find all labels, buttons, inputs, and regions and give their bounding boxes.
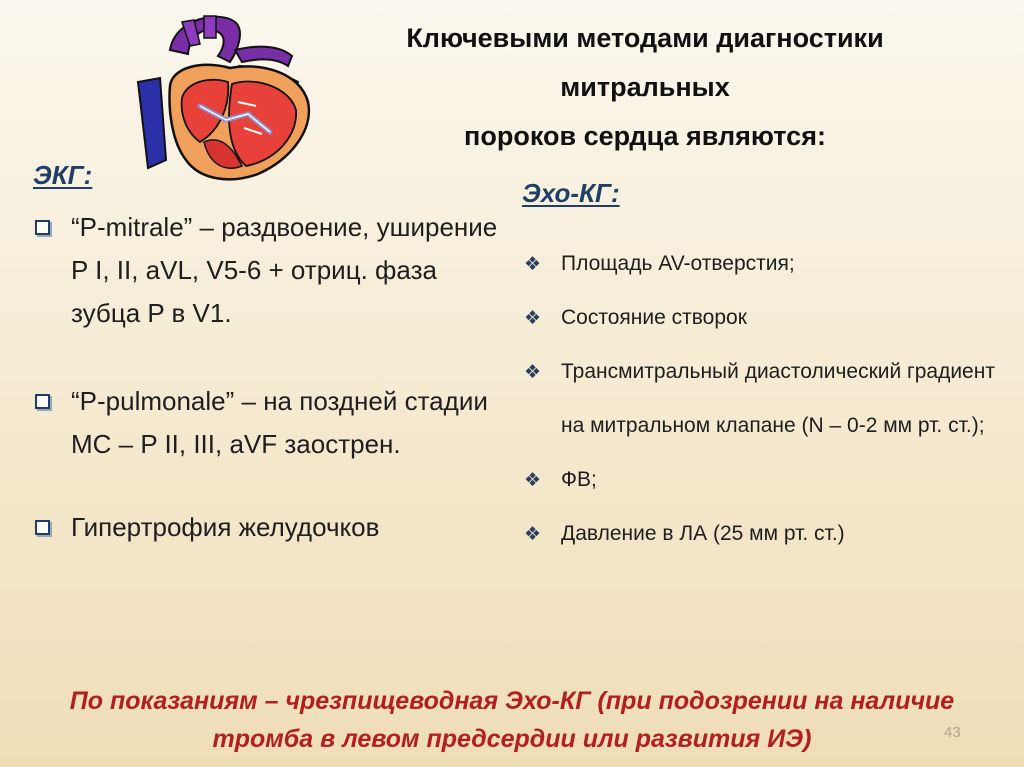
list-item	[522, 345, 1002, 453]
list-item	[522, 291, 1002, 345]
title-line: пороков сердца являются:	[464, 121, 826, 151]
echo-item-text: Трансмитральный диастолический градиент на митральном клапане (N – 0-2 мм рт. ст.);	[561, 360, 995, 437]
footer-note: По показаниям – чрезпищеводная Эхо-КГ (при подозрении на наличие тромба в левом предсердии или развития ИЭ)	[69, 687, 955, 753]
checkbox-icon	[35, 220, 50, 235]
diamond-bullet-icon: ❖	[524, 469, 542, 491]
list-item	[33, 380, 503, 466]
diamond-bullet-icon: ❖	[524, 523, 542, 545]
echo-item-text: Давление в ЛА (25 мм рт. ст.)	[561, 522, 845, 545]
checkbox-icon	[35, 394, 50, 409]
ekg-item-text: “P-mitrale” – раздвоение, уширение P I, II, aVL, V5-6 + отриц. фаза зубца P в V1.	[71, 212, 498, 328]
list-item	[522, 453, 1002, 507]
echo-item-text: Состояние створок	[561, 306, 747, 329]
diamond-bullet-icon: ❖	[524, 253, 542, 275]
echo-item-text: Площадь AV-отверстия;	[561, 252, 795, 275]
ekg-item-text: “P-pulmonale” – на поздней стадии МС – P II, III, aVF заострен.	[71, 386, 488, 459]
list-item	[33, 206, 503, 335]
diamond-bullet-icon: ❖	[524, 307, 542, 329]
list-item	[522, 237, 1002, 291]
slide-title	[300, 14, 990, 161]
checkbox-icon	[35, 520, 50, 535]
list-item	[33, 506, 503, 549]
echo-list	[522, 237, 1002, 561]
ekg-heading: ЭКГ:	[33, 160, 93, 190]
ekg-item-text: Гипертрофия желудочков	[71, 512, 380, 542]
page-number: 43	[944, 724, 961, 741]
title-line: Ключевыми методами диагностики	[406, 23, 884, 53]
title-line: митральных	[560, 72, 730, 102]
list-item	[522, 507, 1002, 561]
diamond-bullet-icon: ❖	[524, 361, 542, 383]
echo-item-text: ФВ;	[561, 468, 597, 491]
ekg-list	[33, 206, 503, 549]
echo-heading: Эхо-КГ:	[522, 178, 620, 208]
